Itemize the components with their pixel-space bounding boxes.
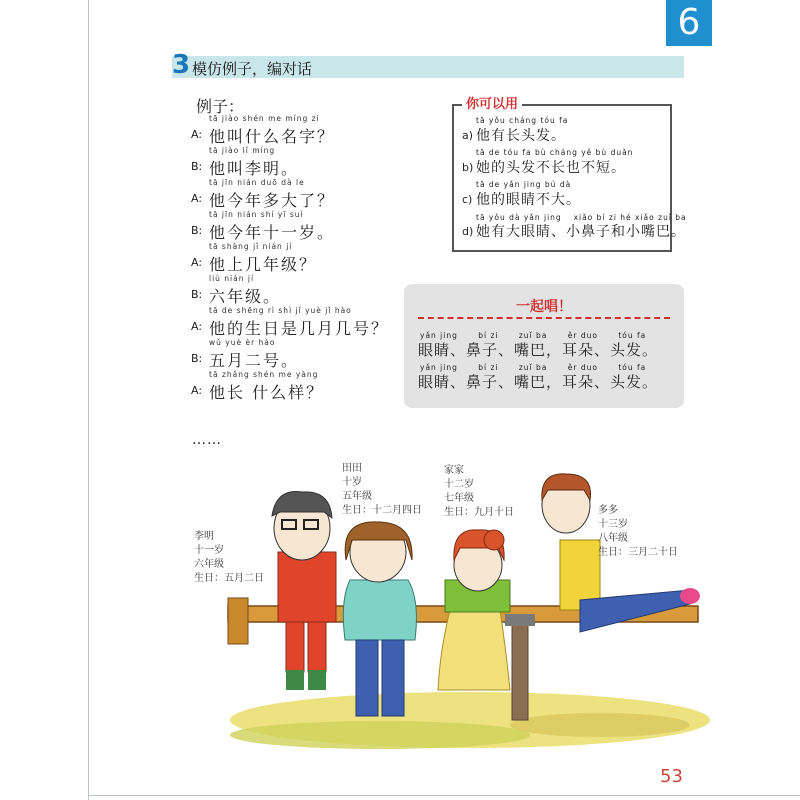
speaker-label: B: [191,352,203,365]
character-name: 家家 [444,465,464,476]
dialog-text: 他今年十一岁。 [209,223,336,242]
character-age: 十二岁 [444,479,474,490]
pinyin: yǎn jing bí zi zuǐ ba ěr duo tóu fa [420,363,647,372]
example-heading: 例子： [196,97,245,116]
speaker-label: A: [191,192,203,205]
speaker-label: A: [191,128,203,141]
dialog-text: 他上几年级？ [209,255,318,274]
pinyin: wǔ yuè èr hào [209,338,276,347]
speaker-label: A: [191,320,203,333]
dialog-text: 六年级。 [209,287,282,306]
phrase-text: 他的眼睛不大。 [476,192,581,208]
pinyin: tā de tóu fa bù cháng yě bù duǎn [476,148,634,157]
pinyin: tā jīn nián shí yī suì [209,210,304,219]
character-birthday: 生日：三月二十日 [598,547,678,558]
character-birthday: 生日：九月十日 [444,507,514,518]
character-label-jiajia [444,464,514,520]
pinyin: tā yǒu cháng tóu fa [476,116,569,125]
character-birthday: 生日：五月二日 [194,573,264,584]
phrase-label: b) [462,161,474,174]
character-grade: 七年级 [444,493,474,504]
useful-phrases-title: 你可以用 [462,93,522,112]
pinyin: liù nián jí [209,274,255,283]
speaker-label: B: [191,224,203,237]
pinyin: tā jiào shén me míng zi [209,114,320,123]
dialog-text: 他的生日是几月几号？ [209,319,390,338]
character-label-duoduo [598,504,678,560]
character-grade: 六年级 [194,559,224,570]
jia-jia-figure [438,530,510,690]
section-number: 3 [172,50,191,80]
character-name: 多多 [598,505,618,516]
phrase-text: 她的头发不长也不短。 [476,160,626,176]
character-age: 十一岁 [194,545,224,556]
pinyin: tā zhǎng shén me yàng [209,370,319,379]
song-text: 眼睛、鼻子、嘴巴，耳朵、头发。 [418,341,659,359]
continuation-ellipsis: …… [192,432,222,448]
character-age: 十三岁 [598,519,628,530]
section-title: 模仿例子，编对话 [192,60,313,78]
pinyin: tā de shēng rì shì jǐ yuè jǐ hào [209,306,352,315]
character-birthday: 生日：十二月四日 [342,505,422,516]
phrase-label: a) [462,129,474,142]
dialog-text: 他长 什么样？ [209,383,325,402]
character-grade: 五年级 [342,491,372,502]
chapter-badge: 6 [666,0,712,46]
song-text: 眼睛、鼻子、嘴巴，耳朵、头发。 [418,373,659,391]
pinyin: tā jīn nián duō dà le [209,178,305,187]
phrase-label: d) [462,225,474,238]
speaker-label: B: [191,160,203,173]
tian-tian-figure [343,522,416,716]
pinyin: tā shàng jǐ nián jí [209,242,293,251]
pinyin: tā yǒu dà yǎn jing xiǎo bí zi hé xiǎo zuǐ ba [476,213,687,222]
sing-title: 一起唱！ [516,299,572,315]
dialog-text: 他今年多大了？ [209,191,336,210]
pinyin: yǎn jing bí zi zuǐ ba ěr duo tóu fa [420,331,647,340]
dialog-text: 他叫李明。 [209,159,300,178]
pinyin: tā jiào lǐ míng [209,146,276,155]
character-age: 十岁 [342,477,362,488]
character-label-tiantian [342,462,422,518]
character-grade: 八年级 [598,533,628,544]
speaker-label: A: [191,256,203,269]
phrase-label: c) [462,193,473,206]
character-label-liming [194,530,264,586]
phrase-text: 他有长头发。 [476,128,566,144]
character-name: 李明 [194,531,214,542]
li-ming-figure [272,492,336,691]
speaker-label: B: [191,288,203,301]
dialog-text: 他叫什么名字？ [209,127,336,146]
speaker-label: A: [191,384,203,397]
character-name: 田田 [342,463,362,474]
dialog-text: 五月二号。 [209,351,300,370]
page-number: 53 [660,766,683,787]
phrase-text: 她有大眼睛、小鼻子和小嘴巴。 [476,224,686,240]
pinyin: tā de yǎn jing bú dà [476,180,572,189]
grass-ground [230,692,710,749]
